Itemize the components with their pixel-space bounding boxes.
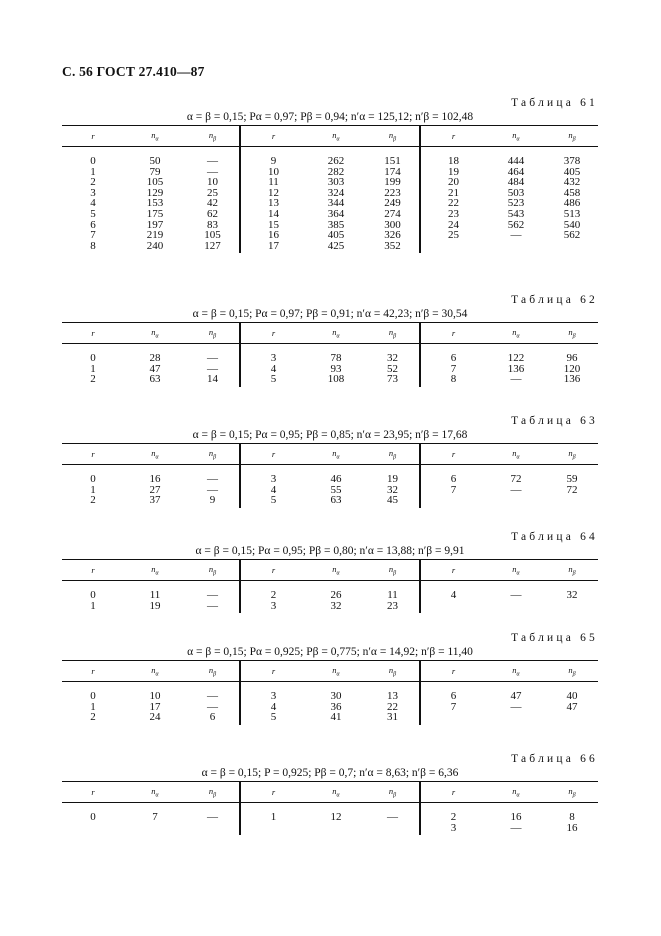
table-row [62, 241, 598, 254]
table-params: α = β = 0,15; Pα = 0,95; Pβ = 0,85; n′α = 23,95; n′β = 17,68 [192, 429, 468, 441]
table-cell [546, 241, 598, 254]
column-header: r [420, 126, 486, 147]
table-cell: 444 [507, 155, 525, 167]
table-cell: 4 [270, 362, 277, 375]
table-block [62, 631, 598, 725]
table-cell: 10 [149, 690, 161, 702]
table-cell: 151 [366, 156, 420, 167]
table-cell: — [510, 821, 522, 834]
table-cell: 19 [448, 165, 459, 178]
table-cell: 9 [186, 495, 240, 508]
table-cell: 16 [510, 811, 522, 823]
table-title: Таблица 65 [511, 632, 598, 644]
table-block [62, 96, 598, 253]
table-cell: 136 [563, 373, 581, 386]
table-row [62, 691, 598, 702]
table-cell: 23 [366, 601, 420, 614]
table-cell [486, 241, 546, 254]
table-title: Таблица 62 [511, 294, 598, 306]
table-cell [546, 712, 598, 725]
table-cell: 127 [186, 241, 240, 254]
table-cell: 1 [270, 811, 277, 823]
table-cell: 19 [366, 474, 420, 485]
table-cell: 27 [149, 483, 161, 496]
table-cell: 1 [90, 165, 96, 178]
table-cell: 26 [330, 589, 342, 601]
table-cell: 63 [149, 373, 161, 386]
table-cell: 105 [186, 230, 240, 241]
column-header: r [62, 126, 124, 147]
table-cell: 50 [149, 155, 161, 167]
table-cell: 15 [268, 218, 279, 231]
table-row [62, 590, 598, 601]
table-cell: — [510, 373, 522, 386]
table-cell: 52 [366, 364, 420, 375]
table-cell: — [186, 485, 240, 496]
table-cell: 1 [90, 700, 96, 713]
table-cell: 3 [270, 599, 277, 612]
table-cell: 2 [270, 589, 277, 601]
column-header: $n_\beta$ [366, 126, 420, 147]
table-cell: 240 [146, 239, 164, 252]
table-cell: 16 [149, 473, 161, 485]
table-cell: 7 [450, 362, 457, 375]
table-row [62, 495, 598, 508]
table-cell: 41 [330, 711, 342, 724]
table-cell: — [186, 353, 240, 364]
table-cell: — [186, 156, 240, 167]
table-cell: — [186, 474, 240, 485]
table-cell: 0 [90, 811, 96, 823]
table-cell: 22 [448, 197, 459, 210]
table-cell: — [186, 364, 240, 375]
table-cell: 62 [186, 209, 240, 220]
table-row [62, 374, 598, 387]
column-header: $n_\alpha$ [486, 661, 546, 682]
table-cell: 562 [563, 229, 581, 242]
column-header: r [240, 782, 306, 803]
table-cell: 7 [90, 229, 96, 242]
table-cell: 78 [330, 352, 342, 364]
table-cell: 5 [270, 494, 277, 507]
table-cell: 40 [566, 690, 578, 702]
table-cell: 73 [366, 374, 420, 387]
table-cell: 7 [450, 483, 457, 496]
table-cell: 6 [186, 712, 240, 725]
table-cell: 32 [366, 353, 420, 364]
table-row [62, 712, 598, 725]
column-header: $n_\alpha$ [124, 661, 186, 682]
table-cell: 484 [507, 176, 525, 189]
table-cell: — [510, 483, 522, 496]
table-cell: 28 [149, 352, 161, 364]
column-header: $n_\beta$ [366, 560, 420, 581]
table-cell: 11 [366, 590, 420, 601]
column-header: $n_\alpha$ [124, 782, 186, 803]
table-cell: 174 [366, 167, 420, 178]
table-cell: 20 [448, 176, 459, 189]
column-header: r [62, 661, 124, 682]
column-header: $n_\beta$ [186, 126, 240, 147]
table-cell: 8 [90, 239, 96, 252]
column-header: $n_\alpha$ [124, 323, 186, 344]
column-header: r [240, 126, 306, 147]
table-cell: 0 [90, 473, 96, 485]
table-cell: 4 [270, 700, 277, 713]
data-table [62, 443, 598, 508]
page-header: С. 56 ГОСТ 27.410—87 [62, 64, 205, 79]
table-block [62, 752, 598, 835]
table-cell: 3 [450, 821, 457, 834]
data-table [62, 660, 598, 725]
data-table [62, 781, 598, 835]
table-cell: 432 [563, 176, 581, 189]
table-cell: 5 [270, 373, 277, 386]
column-header: r [62, 782, 124, 803]
column-header: $n_\beta$ [366, 782, 420, 803]
table-cell: 17 [268, 239, 279, 252]
table-cell: — [186, 167, 240, 178]
table-cell: 72 [510, 473, 522, 485]
table-cell [486, 495, 546, 508]
table-cell: — [186, 702, 240, 713]
table-cell: 93 [330, 362, 342, 375]
data-table [62, 125, 598, 253]
table-cell: 7 [450, 700, 457, 713]
table-title: Таблица 63 [511, 415, 598, 427]
table-cell: 0 [90, 690, 96, 702]
table-row [62, 474, 598, 485]
table-cell: 1 [90, 483, 96, 496]
table-cell: 55 [330, 483, 342, 496]
column-header: $n_\alpha$ [124, 126, 186, 147]
table-cell: 324 [327, 186, 345, 199]
table-row [62, 812, 598, 823]
table-cell: 96 [566, 352, 578, 364]
table-cell: 540 [563, 218, 581, 231]
table-title: Таблица 66 [511, 753, 598, 765]
column-header: r [240, 661, 306, 682]
table-params: α = β = 0,15; P = 0,925; Pβ = 0,7; n′α = 8,63; n′β = 6,36 [201, 767, 459, 779]
table-cell: — [186, 601, 240, 614]
column-header: r [420, 323, 486, 344]
table-cell: 1 [90, 362, 96, 375]
table-cell: 153 [146, 197, 164, 210]
table-cell: 136 [507, 362, 525, 375]
table-cell: 24 [149, 711, 161, 724]
table-cell: 486 [563, 197, 581, 210]
table-cell: 405 [327, 229, 345, 242]
column-header: $n_\beta$ [186, 323, 240, 344]
table-cell: — [510, 229, 522, 242]
table-row [62, 156, 598, 167]
table-cell: 32 [566, 589, 578, 601]
table-cell: 2 [90, 494, 96, 507]
table-cell [420, 241, 486, 254]
table-cell: 385 [327, 218, 345, 231]
table-cell: 405 [563, 165, 581, 178]
table-cell: 2 [90, 373, 96, 386]
table-cell: 59 [566, 473, 578, 485]
column-header: r [420, 560, 486, 581]
column-header: $n_\beta$ [546, 661, 598, 682]
table-cell: 425 [327, 239, 345, 252]
table-cell: 364 [327, 207, 345, 220]
column-header: r [62, 560, 124, 581]
table-cell: 129 [146, 186, 164, 199]
table-cell: 13 [268, 197, 279, 210]
table-cell [62, 823, 124, 836]
column-header: $n_\beta$ [546, 126, 598, 147]
column-header: $n_\beta$ [366, 661, 420, 682]
column-header: $n_\alpha$ [486, 782, 546, 803]
column-header: $n_\alpha$ [306, 782, 366, 803]
table-row [62, 601, 598, 614]
table-cell: 36 [330, 700, 342, 713]
table-cell: 6 [450, 473, 457, 485]
table-cell: 303 [327, 176, 345, 189]
table-cell: 503 [507, 186, 525, 199]
table-cell [124, 823, 186, 836]
table-cell: — [366, 812, 420, 823]
table-cell: 79 [149, 165, 161, 178]
table-row [62, 209, 598, 220]
table-cell: 4 [450, 589, 457, 601]
table-cell: 223 [366, 188, 420, 199]
column-header: $n_\beta$ [546, 560, 598, 581]
table-title: Таблица 64 [511, 531, 598, 543]
column-header: $n_\beta$ [366, 444, 420, 465]
table-cell: 4 [90, 197, 96, 210]
column-header: $n_\beta$ [186, 782, 240, 803]
column-header: $n_\alpha$ [486, 560, 546, 581]
table-cell: 42 [186, 198, 240, 209]
column-header: r [240, 323, 306, 344]
table-cell: 47 [510, 690, 522, 702]
table-cell: 72 [566, 483, 578, 496]
column-header: r [240, 560, 306, 581]
column-header: $n_\beta$ [186, 444, 240, 465]
table-params: α = β = 0,15; Pα = 0,97; Pβ = 0,94; n′α = 125,12; n′β = 102,48 [186, 111, 474, 123]
table-cell: 17 [149, 700, 161, 713]
table-cell: 249 [366, 198, 420, 209]
table-cell: 11 [268, 176, 279, 189]
column-header: $n_\alpha$ [486, 444, 546, 465]
column-header: $n_\beta$ [546, 444, 598, 465]
table-cell: 32 [330, 599, 342, 612]
table-cell: 8 [569, 811, 575, 823]
column-header: $n_\alpha$ [124, 444, 186, 465]
table-cell: 9 [270, 155, 277, 167]
table-cell [546, 601, 598, 614]
table-cell [420, 601, 486, 614]
table-cell: — [186, 590, 240, 601]
column-header: $n_\alpha$ [306, 444, 366, 465]
column-header: $n_\beta$ [546, 323, 598, 344]
table-cell: 16 [566, 821, 578, 834]
table-row [62, 353, 598, 364]
column-header: r [62, 444, 124, 465]
table-cell: 5 [270, 711, 277, 724]
column-header: $n_\alpha$ [306, 661, 366, 682]
table-cell: 21 [448, 186, 459, 199]
column-header: $n_\alpha$ [306, 126, 366, 147]
table-cell: 282 [327, 165, 345, 178]
table-cell: 0 [90, 589, 96, 601]
table-cell: 464 [507, 165, 525, 178]
table-cell: 12 [268, 186, 279, 199]
table-cell: 24 [448, 218, 459, 231]
table-cell: 219 [146, 229, 164, 242]
table-cell: 562 [507, 218, 525, 231]
table-cell: — [510, 589, 522, 601]
table-cell: 3 [270, 690, 277, 702]
table-cell: 22 [366, 702, 420, 713]
table-cell: 122 [507, 352, 525, 364]
column-header: $n_\beta$ [186, 661, 240, 682]
table-cell: 523 [507, 197, 525, 210]
table-cell: 2 [90, 711, 96, 724]
table-row [62, 702, 598, 713]
table-cell: 47 [566, 700, 578, 713]
table-cell: 25 [448, 229, 459, 242]
table-cell [486, 601, 546, 614]
table-cell: 3 [90, 186, 96, 199]
table-cell: 326 [366, 230, 420, 241]
table-cell: 45 [366, 495, 420, 508]
table-cell: 46 [330, 473, 342, 485]
table-cell: 25 [186, 188, 240, 199]
table-cell: 83 [186, 220, 240, 231]
table-cell: 108 [327, 373, 345, 386]
table-cell: 13 [366, 691, 420, 702]
table-cell: 6 [450, 690, 457, 702]
table-params: α = β = 0,15; Pα = 0,97; Pβ = 0,91; n′α = 42,23; n′β = 30,54 [192, 308, 468, 320]
column-header: $n_\beta$ [546, 782, 598, 803]
column-header: $n_\alpha$ [306, 323, 366, 344]
table-cell: — [510, 700, 522, 713]
table-cell [240, 823, 306, 836]
table-cell: 37 [149, 494, 161, 507]
column-header: r [240, 444, 306, 465]
table-cell: — [186, 812, 240, 823]
column-header: r [62, 323, 124, 344]
table-cell [486, 712, 546, 725]
column-header: r [420, 782, 486, 803]
table-cell: 543 [507, 207, 525, 220]
table-cell: 5 [90, 207, 96, 220]
table-cell: 6 [90, 218, 96, 231]
table-cell: 2 [90, 176, 96, 189]
column-header: $n_\alpha$ [486, 126, 546, 147]
table-cell: 513 [563, 207, 581, 220]
table-block [62, 530, 598, 613]
table-cell: 120 [563, 362, 581, 375]
table-cell: 23 [448, 207, 459, 220]
table-params: α = β = 0,15; Pα = 0,925; Pβ = 0,775; n′α = 14,92; n′β = 11,40 [187, 646, 473, 658]
data-table [62, 559, 598, 613]
table-cell: 300 [366, 220, 420, 231]
table-row [62, 485, 598, 496]
table-cell: 274 [366, 209, 420, 220]
table-cell: 197 [146, 218, 164, 231]
table-cell: 105 [146, 176, 164, 189]
table-cell: 1 [90, 599, 96, 612]
table-cell: 10 [268, 165, 279, 178]
table-cell: 8 [450, 373, 457, 386]
table-cell [306, 823, 366, 836]
table-cell: 458 [563, 186, 581, 199]
table-cell: 344 [327, 197, 345, 210]
table-cell: 12 [330, 811, 342, 823]
table-cell [546, 495, 598, 508]
table-cell: 7 [152, 811, 158, 823]
table-row [62, 823, 598, 836]
table-cell [366, 823, 420, 836]
table-cell: 175 [146, 207, 164, 220]
table-cell: 0 [90, 352, 96, 364]
table-cell: 47 [149, 362, 161, 375]
table-cell: 378 [563, 155, 581, 167]
column-header: r [420, 444, 486, 465]
table-cell: 30 [330, 690, 342, 702]
table-cell: 19 [149, 599, 161, 612]
column-header: r [420, 661, 486, 682]
table-cell: 31 [366, 712, 420, 725]
table-cell: 262 [327, 155, 345, 167]
table-cell: 6 [450, 352, 457, 364]
table-cell [420, 495, 486, 508]
table-cell: 14 [186, 374, 240, 387]
table-cell [186, 823, 240, 836]
table-cell: 199 [366, 177, 420, 188]
table-cell: 14 [268, 207, 279, 220]
table-title: Таблица 61 [511, 97, 598, 109]
column-header: $n_\beta$ [186, 560, 240, 581]
table-cell: 2 [450, 811, 457, 823]
table-cell: 3 [270, 352, 277, 364]
table-cell: 32 [366, 485, 420, 496]
table-cell: 18 [448, 155, 459, 167]
column-header: $n_\alpha$ [306, 560, 366, 581]
table-cell: — [186, 691, 240, 702]
table-cell: 352 [366, 241, 420, 254]
table-block [62, 414, 598, 508]
table-cell: 0 [90, 155, 96, 167]
column-header: $n_\alpha$ [124, 560, 186, 581]
table-cell [420, 712, 486, 725]
table-cell: 11 [149, 589, 161, 601]
table-cell: 16 [268, 229, 279, 242]
table-params: α = β = 0,15; Pα = 0,95; Pβ = 0,80; n′α = 13,88; n′β = 9,91 [195, 545, 465, 557]
table-cell: 63 [330, 494, 342, 507]
table-cell: 3 [270, 473, 277, 485]
data-table [62, 322, 598, 387]
table-cell: 10 [186, 177, 240, 188]
table-cell: 4 [270, 483, 277, 496]
column-header: $n_\alpha$ [486, 323, 546, 344]
column-header: $n_\beta$ [366, 323, 420, 344]
table-block [62, 293, 598, 387]
